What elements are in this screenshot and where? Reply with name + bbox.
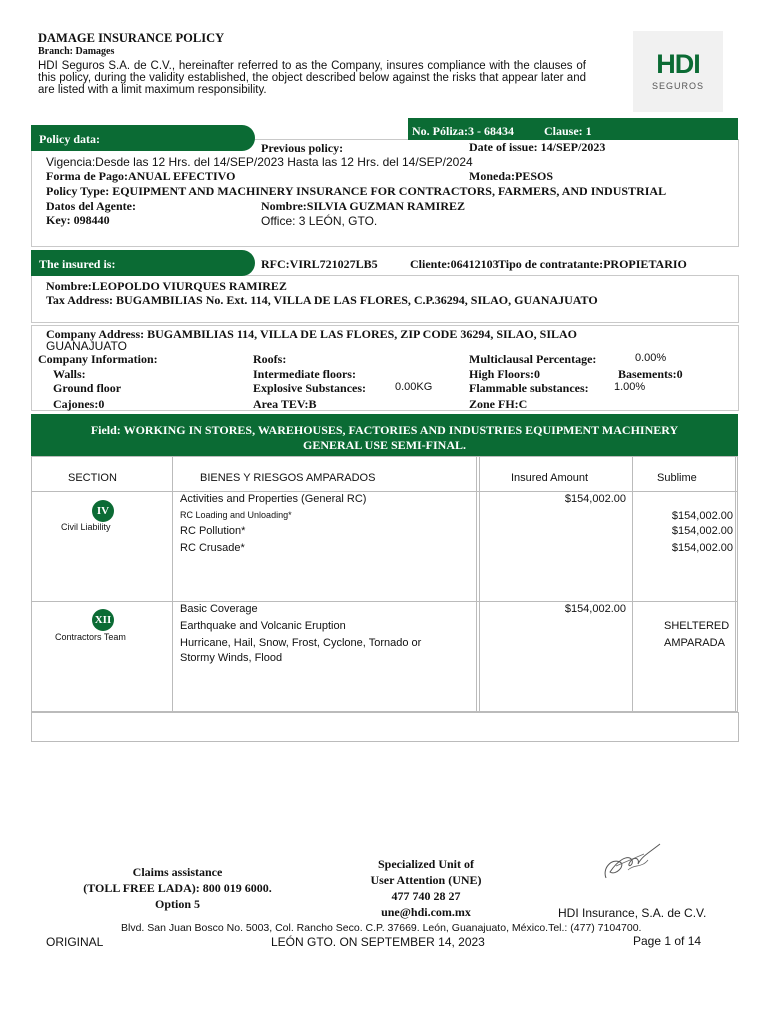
contratante-type: Tipo de contratante:PROPIETARIO bbox=[498, 257, 687, 271]
area-tev: Area TEV:B bbox=[253, 397, 317, 411]
coverage-item: Activities and Properties (General RC) bbox=[180, 493, 367, 505]
roofs-label: Roofs: bbox=[253, 352, 287, 366]
company-address-footer: Blvd. San Juan Bosco No. 5003, Col. Rancho Seco. C.P. 37669. León, Guanajuato, México.Tel.: (477) 7104700. bbox=[121, 922, 642, 934]
sublimit-value: $154,002.00 bbox=[671, 525, 733, 537]
section-roman-badge: XII bbox=[92, 609, 114, 631]
section-name: Contractors Team bbox=[55, 632, 126, 642]
date-of-issue: Date of issue: 14/SEP/2023 bbox=[469, 140, 606, 154]
coverage-table bbox=[31, 456, 738, 712]
une-contact bbox=[340, 856, 512, 920]
company-address-state: GUANAJUATO bbox=[46, 339, 127, 353]
insured-cliente: Cliente:06412103 bbox=[410, 257, 499, 271]
header-section: SECTION bbox=[68, 472, 117, 484]
section-name: Civil Liability bbox=[61, 522, 111, 532]
multiclausal-label: Multiclausal Percentage: bbox=[469, 352, 597, 366]
table-divider bbox=[479, 457, 480, 712]
vigencia: Vigencia:Desde las 12 Hrs. del 14/SEP/2023 Hasta las 12 Hrs. del 14/SEP/2024 bbox=[46, 155, 473, 169]
coverage-item: RC Loading and Unloading* bbox=[180, 510, 292, 520]
policy-type: Policy Type: EQUIPMENT AND MACHINERY INSURANCE FOR CONTRACTORS, FARMERS, AND INDUSTRIAL bbox=[46, 184, 667, 198]
company-name: HDI Insurance, S.A. de C.V. bbox=[558, 906, 707, 920]
coverage-item: Stormy Winds, Flood bbox=[180, 652, 283, 664]
claims-title: Claims assistance bbox=[132, 865, 223, 879]
header-sublime: Sublime bbox=[657, 472, 697, 484]
logo-word: HDI bbox=[656, 49, 700, 79]
une-email: une@hdi.com.mx bbox=[381, 905, 471, 919]
coverage-item: Earthquake and Volcanic Eruption bbox=[180, 620, 346, 632]
insured-amount: $154,002.00 bbox=[564, 603, 626, 615]
insured-tab: The insured is: bbox=[31, 250, 255, 276]
policy-title: DAMAGE INSURANCE POLICY bbox=[38, 31, 225, 45]
walls-label: Walls: bbox=[53, 367, 86, 381]
cajones: Cajones:0 bbox=[53, 397, 105, 411]
intermediate-floors-label: Intermediate floors: bbox=[253, 367, 356, 381]
city-date: LEÓN GTO. ON SEPTEMBER 14, 2023 bbox=[271, 935, 485, 949]
company-address: Company Address: BUGAMBILIAS 114, VILLA DE LAS FLORES, ZIP CODE 36294, SILAO, SILAO bbox=[46, 327, 578, 341]
field-line-1: Field: WORKING IN STORES, WAREHOUSES, FACTORIES AND INDUSTRIES EQUIPMENT MACHINERY bbox=[90, 423, 679, 437]
table-divider bbox=[32, 491, 737, 492]
claims-phone: (TOLL FREE LADA): 800 019 6000. bbox=[83, 881, 272, 895]
zone-fh: Zone FH:C bbox=[469, 397, 528, 411]
policy-number-bar bbox=[408, 118, 738, 140]
basements: Basements:0 bbox=[618, 367, 683, 381]
une-phone: 477 740 28 27 bbox=[391, 889, 461, 903]
claims-option: Option 5 bbox=[154, 897, 200, 911]
logo-subtitle: SEGUROS bbox=[651, 81, 704, 91]
table-divider bbox=[476, 457, 477, 712]
une-title: Specialized Unit of bbox=[378, 857, 474, 871]
branch-label: Branch: Damages bbox=[38, 46, 115, 57]
field-banner bbox=[31, 414, 738, 456]
table-divider bbox=[735, 457, 736, 712]
tax-address: Tax Address: BUGAMBILIAS No. Ext. 114, VILLA DE LAS FLORES, C.P.36294, SILAO, GUANAJUATO bbox=[46, 293, 598, 307]
coverage-item: RC Crusade* bbox=[180, 542, 245, 554]
une-subtitle: User Attention (UNE) bbox=[370, 873, 482, 887]
coverage-item: Hurricane, Hail, Snow, Frost, Cyclone, Tornado or bbox=[180, 637, 422, 649]
forma-de-pago: Forma de Pago:ANUAL EFECTIVO bbox=[46, 169, 236, 183]
claims-assistance bbox=[60, 864, 295, 912]
explosive-label: Explosive Substances: bbox=[253, 381, 367, 395]
previous-policy: Previous policy: bbox=[261, 141, 344, 155]
agent-office: Office: 3 LEÓN, GTO. bbox=[261, 214, 378, 228]
agent-name: Nombre:SILVIA GUZMAN RAMIREZ bbox=[261, 199, 466, 213]
insured-name: Nombre:LEOPOLDO VIURQUES RAMIREZ bbox=[46, 279, 287, 293]
flammable-label: Flammable substances: bbox=[469, 381, 589, 395]
sublimit-value: SHELTERED bbox=[664, 620, 730, 632]
table-footer-row bbox=[31, 712, 739, 742]
intro-paragraph: HDI Seguros S.A. de C.V., hereinafter referred to as the Company, insures compliance with the clauses of this policy, during the validity established, the object described below against the risks that appear later and are listed with a limit maximum responsibility. bbox=[38, 60, 586, 96]
agent-data-label: Datos del Agente: bbox=[46, 199, 136, 213]
agent-key: Key: 098440 bbox=[46, 213, 110, 227]
insured-amount: $154,002.00 bbox=[564, 493, 626, 505]
multiclausal-value: 0.00% bbox=[635, 352, 667, 364]
field-line-2: GENERAL USE SEMI-FINAL. bbox=[302, 438, 467, 452]
explosive-value: 0.00KG bbox=[395, 381, 433, 393]
sublimit-value: $154,002.00 bbox=[671, 510, 733, 522]
company-information-label: Company Information: bbox=[38, 352, 158, 366]
table-divider bbox=[32, 601, 737, 602]
ground-floor-label: Ground floor bbox=[53, 381, 122, 395]
signature-image bbox=[598, 838, 666, 886]
hdi-logo bbox=[633, 31, 723, 112]
table-divider bbox=[632, 457, 633, 712]
clause-number: Clause: 1 bbox=[544, 124, 592, 138]
sublimit-value: $154,002.00 bbox=[671, 542, 733, 554]
coverage-item: Basic Coverage bbox=[180, 603, 258, 615]
sublimit-value: AMPARADA bbox=[664, 637, 725, 649]
policy-number: No. Póliza:3 - 68434 bbox=[412, 124, 514, 138]
policy-data-tab: Policy data: bbox=[31, 125, 255, 151]
table-divider bbox=[172, 457, 173, 712]
section-roman-badge: IV bbox=[92, 500, 114, 522]
flammable-value: 1.00% bbox=[614, 381, 646, 393]
header-insured-amount: Insured Amount bbox=[511, 472, 589, 484]
page-number: Page 1 of 14 bbox=[633, 934, 702, 948]
original-label: ORIGINAL bbox=[46, 935, 104, 949]
insured-rfc: RFC:VIRL721027LB5 bbox=[261, 257, 378, 271]
moneda: Moneda:PESOS bbox=[469, 169, 554, 183]
coverage-item: RC Pollution* bbox=[180, 525, 246, 537]
header-bienes: BIENES Y RIESGOS AMPARADOS bbox=[200, 472, 376, 484]
high-floors: High Floors:0 bbox=[469, 367, 540, 381]
